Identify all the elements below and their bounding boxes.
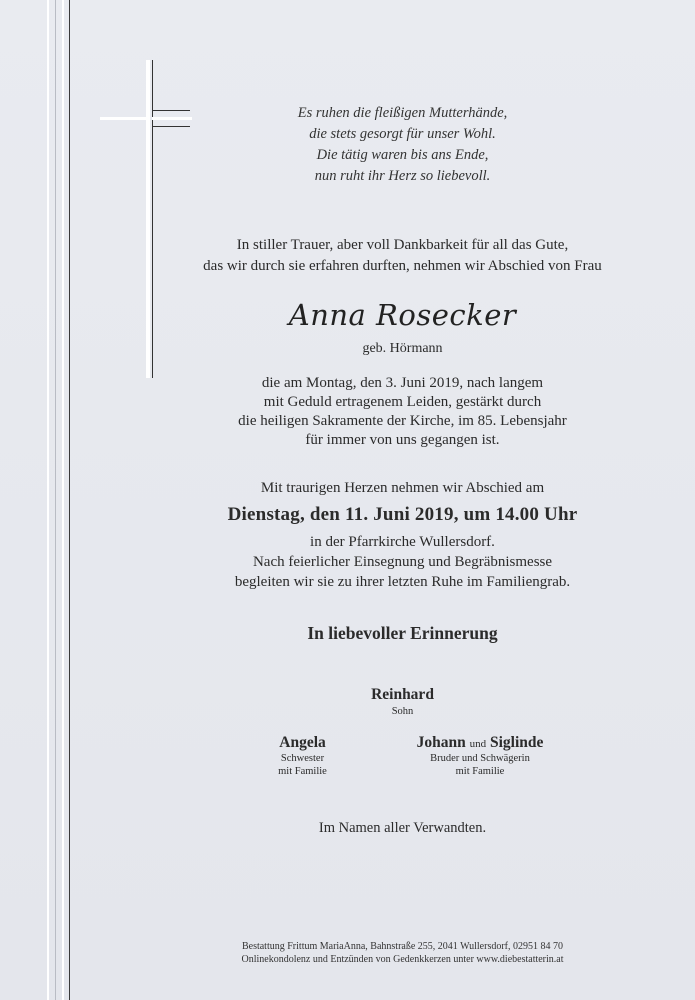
mourner-angela-relation: Schwester <box>280 753 325 764</box>
funeral-date: Dienstag, den 11. Juni 2019, um 14.00 Uhr <box>227 504 578 525</box>
mourner-reinhard-relation: Sohn <box>391 706 414 717</box>
mourner-angela-name: Angela <box>279 734 326 751</box>
closing-text: Im Namen aller Verwandten. <box>318 820 487 836</box>
mourner-angela-extra: mit Familie <box>278 766 327 777</box>
decor-line-1 <box>47 0 49 1000</box>
mourner-johann-relation: Bruder und Schwägerin <box>430 753 530 764</box>
decor-line-4 <box>69 0 70 1000</box>
intro-text: In stiller Trauer, aber voll Dankbarkeit für all das Gute, das wir durch sie erfahren durften, nehmen wir Abschied von Frau <box>203 237 602 274</box>
mourner-johann-names: Johann und Siglinde <box>416 734 544 751</box>
mourner-johann-extra: mit Familie <box>455 766 505 777</box>
decor-line-2 <box>55 0 56 1000</box>
footer: Bestattung Frittum MariaAnna, Bahnstraße 255, 2041 Wullersdorf, 02951 84 70 Onlinekondolenz und Entzünden von Gedenkkerzen unter www.diebestatterin.at <box>241 941 564 965</box>
birth-name: geb. Hörmann <box>362 341 443 356</box>
death-text: die am Montag, den 3. Juni 2019, nach langem mit Geduld ertragenem Leiden, gestärkt durch die heiligen Sakramente der Kirche, im 85. Lebensjahr für immer von uns gegangen ist. <box>238 375 567 448</box>
deceased-name: Anna Rosecker <box>288 298 517 332</box>
decor-line-3 <box>62 0 64 1000</box>
mourner-reinhard-name: Reinhard <box>371 686 434 703</box>
memory-heading: In liebevoller Erinnerung <box>307 623 498 643</box>
funeral-place: in der Pfarrkirche Wullersdorf. Nach feierlicher Einsegnung und Begräbnismesse begleiten wir sie zu ihrer letzten Ruhe im Familiengrab. <box>234 534 571 590</box>
poem: Es ruhen die fleißigen Mutterhände, die stets gesorgt für unser Wohl. Die tätig waren bis ans Ende, nun ruht ihr Herz so liebevoll. <box>297 105 508 184</box>
mourner-angela <box>250 734 355 778</box>
farewell-notice: Mit traurigen Herzen nehmen wir Abschied am <box>260 480 545 496</box>
mourner-johann-siglinde <box>390 734 570 778</box>
